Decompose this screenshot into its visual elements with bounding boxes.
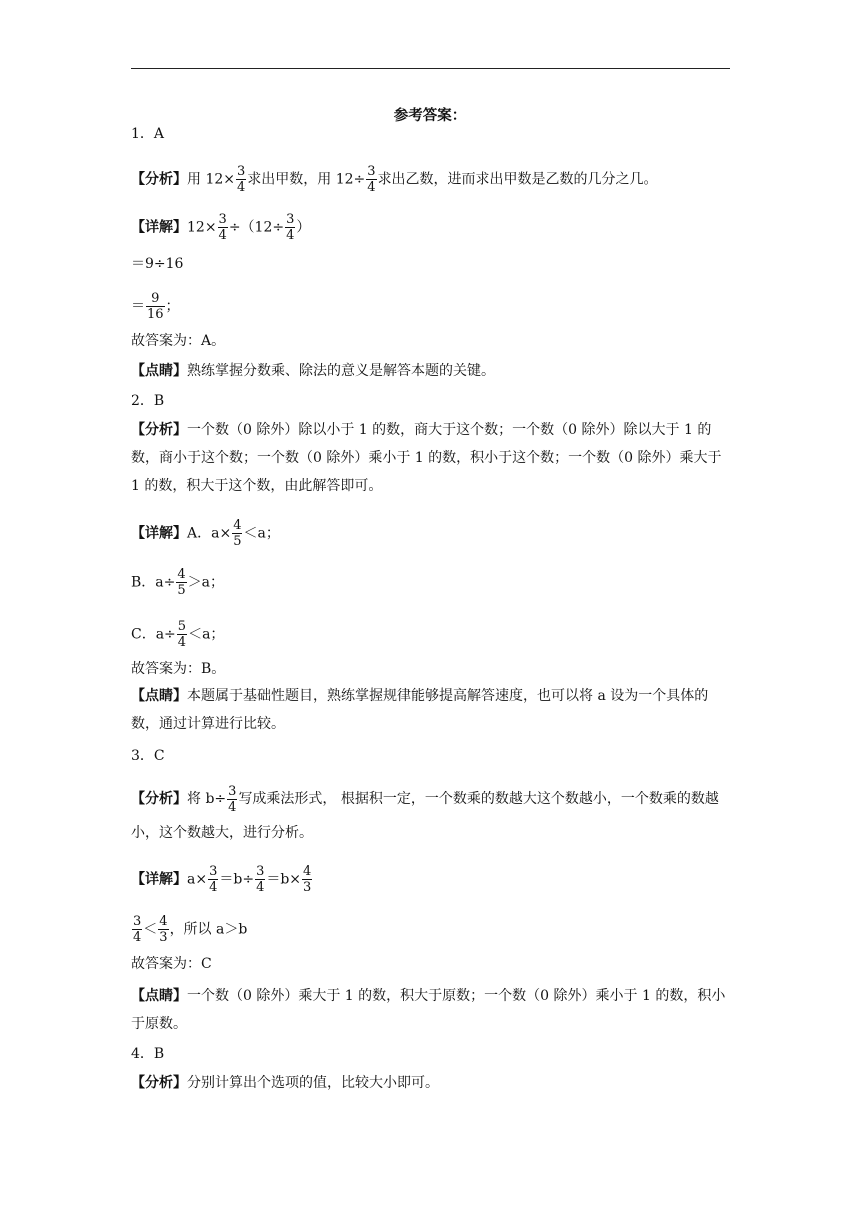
q3-detail: 【详解】a× $\frac{3}{4}$ ＝b÷ $\frac{3}{4}$ ＝b× $\frac{4}{3}$ bbox=[131, 864, 312, 895]
fraction: $\frac{4}{3}$ bbox=[303, 864, 312, 895]
q4-analysis: 【分析】分别计算出个选项的值，比较大小即可。 bbox=[131, 1075, 439, 1091]
q3-tip: 【点睛】一个数（0 除外）乘大于 1 的数，积大于原数；一个数（0 除外）乘小于 1 的数，积小于原数。 bbox=[131, 988, 726, 1032]
q2-detail: 【详解】A．a× $\frac{4}{5}$ ＜a； bbox=[131, 518, 280, 549]
analysis-text: 用 12× bbox=[187, 171, 235, 188]
analysis-tag: 【分析】 bbox=[131, 422, 187, 438]
detail-tag: 【详解】 bbox=[131, 871, 187, 888]
analysis-tag: 【分析】 bbox=[131, 171, 187, 188]
q4-answer: 4．B bbox=[131, 1046, 165, 1062]
fraction: $\frac{3}{4}$ bbox=[237, 164, 246, 195]
q3-conclusion: 故答案为：C bbox=[131, 956, 212, 972]
fraction: $\frac{3}{4}$ bbox=[228, 783, 237, 815]
fraction: $\frac{5}{4}$ bbox=[177, 619, 187, 650]
q1-tip: 【点睛】熟练掌握分数乘、除法的意义是解答本题的关键。 bbox=[131, 363, 495, 379]
q3-comparison: $\frac{3}{4}$ ＜ $\frac{4}{3}$ ，所以 a＞b bbox=[133, 914, 248, 945]
detail-tag: 【详解】 bbox=[131, 525, 187, 542]
page-title: 参考答案： bbox=[393, 107, 467, 124]
tip-tag: 【点睛】 bbox=[131, 363, 187, 379]
tip-tag: 【点睛】 bbox=[131, 688, 187, 704]
detail-tag: 【详解】 bbox=[131, 219, 187, 236]
fraction: $\frac{4}{3}$ bbox=[159, 914, 168, 945]
fraction: $\frac{3}{4}$ bbox=[218, 212, 227, 243]
fraction: $\frac{4}{5}$ bbox=[177, 567, 186, 598]
fraction: $\frac{3}{4}$ bbox=[367, 164, 376, 195]
q1-conclusion: 故答案为：A。 bbox=[131, 333, 226, 349]
fraction: $\frac{9}{16}$ bbox=[147, 291, 164, 322]
q2-analysis: 【分析】一个数（0 除外）除以小于 1 的数，商大于这个数；一个数（0 除外）除以大于 1 的数，商小于这个数；一个数（0 除外）乘小于 1 的数，积小于这个数；一个数（0 除外）乘大于 1 的数，积大于这个数，由此解答即可。 bbox=[131, 422, 722, 494]
q1-detail: 【详解】12× $\frac{3}{4}$ ÷（12÷ $\frac{3}{4}$ ） bbox=[131, 212, 311, 243]
q2-answer: 2．B bbox=[131, 393, 165, 409]
q2-option-b: B．a÷ $\frac{4}{5}$ ＞a； bbox=[131, 567, 225, 598]
header-rule bbox=[131, 68, 730, 69]
q1-step2: ＝ $\frac{9}{16}$ ； bbox=[131, 291, 180, 322]
fraction: $\frac{3}{4}$ bbox=[209, 864, 218, 895]
q3-answer: 3．C bbox=[131, 748, 165, 764]
q1-step1: ＝9÷16 bbox=[131, 256, 184, 272]
q3-analysis: 【分析】将 b÷ $\frac{3}{4}$ 写成乘法形式， 根据积一定，一个数乘的数越大这个数越小，一个数乘的数越小，这个数越大，进行分析。 bbox=[131, 783, 719, 841]
q2-conclusion: 故答案为：B。 bbox=[131, 661, 226, 677]
tip-tag: 【点睛】 bbox=[131, 988, 187, 1004]
fraction: $\frac{4}{5}$ bbox=[233, 518, 242, 549]
q2-option-c: C．a÷ $\frac{5}{4}$ ＜a； bbox=[131, 619, 225, 650]
q1-analysis: 【分析】用 12× $\frac{3}{4}$ 求出甲数，用 12÷ $\frac{3}{4}$ 求出乙数，进而求出甲数是乙数的几分之几。 bbox=[131, 164, 658, 195]
fraction: $\frac{3}{4}$ bbox=[133, 914, 142, 945]
fraction: $\frac{3}{4}$ bbox=[286, 212, 295, 243]
q1-answer: 1．A bbox=[131, 126, 165, 142]
fraction: $\frac{3}{4}$ bbox=[256, 864, 265, 895]
analysis-tag: 【分析】 bbox=[131, 791, 187, 807]
analysis-tag: 【分析】 bbox=[131, 1075, 187, 1091]
q2-tip: 【点睛】本题属于基础性题目，熟练掌握规律能够提高解答速度，也可以将 a 设为一个具体的数，通过计算进行比较。 bbox=[131, 688, 709, 732]
